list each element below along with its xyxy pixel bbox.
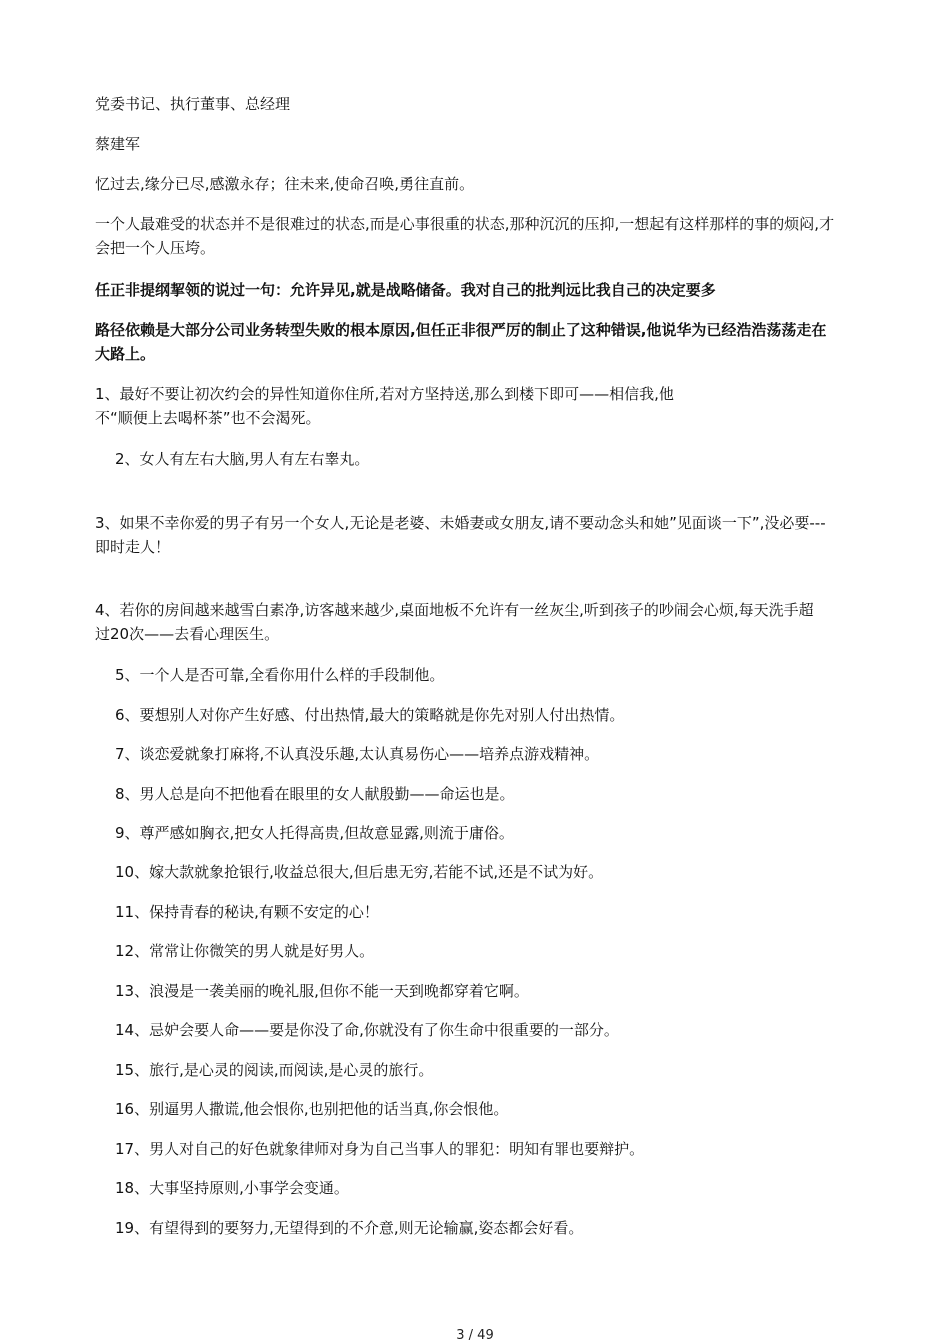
list-item: 12、常常让你微笑的男人就是好男人。 <box>115 942 375 960</box>
list-item: 3、如果不幸你爱的男子有另一个女人,无论是老婆、未婚妻或女朋友,请不要动念头和她”见面谈一下”,没必要---即时走人！ <box>95 514 826 556</box>
list-item: 4、若你的房间越来越雪白素净,访客越来越少,桌面地板不允许有一丝灰尘,听到孩子的吵闹会心烦,每天洗手超过20次——去看心理医生。 <box>95 601 814 643</box>
bold-paragraph: 路径依赖是大部分公司业务转型失败的根本原因,但任正非很严厉的制止了这种错误,他说华为已经浩浩荡荡走在大路上。 <box>95 321 827 363</box>
list-item: 16、别逼男人撒谎,他会恨你,也别把他的话当真,你会恨他。 <box>115 1100 509 1118</box>
list-item: 15、旅行,是心灵的阅读,而阅读,是心灵的旅行。 <box>115 1061 434 1079</box>
list-item: 14、忌妒会要人命——要是你没了命,你就没有了你生命中很重要的一部分。 <box>115 1021 619 1039</box>
list-item: 7、谈恋爱就象打麻将,不认真没乐趣,太认真易伤心——培养点游戏精神。 <box>115 745 600 763</box>
list-item: 10、嫁大款就象抢银行,收益总很大,但后患无穷,若能不试,还是不试为好。 <box>115 863 604 881</box>
paragraph: 忆过去,缘分已尽,感激永存；往未来,使命召唤,勇往直前。 <box>95 175 475 193</box>
list-item: 11、保持青春的秘诀,有颗不安定的心！ <box>115 903 379 921</box>
page-number: 3 / 49 <box>456 1328 494 1343</box>
list-item: 6、要想别人对你产生好感、付出热情,最大的策略就是你先对别人付出热情。 <box>115 706 625 724</box>
list-item: 13、浪漫是一袭美丽的晚礼服,但你不能一天到晚都穿着它啊。 <box>115 982 529 1000</box>
paragraph: 一个人最难受的状态并不是很难过的状态,而是心事很重的状态,那种沉沉的压抑,一想起有这样那样的事的烦闷,才会把一个人压垮。 <box>95 215 835 257</box>
list-item: 5、一个人是否可靠,全看你用什么样的手段制他。 <box>115 666 445 684</box>
list-item: 19、有望得到的要努力,无望得到的不介意,则无论输赢,姿态都会好看。 <box>115 1219 584 1237</box>
list-item: 9、尊严感如胸衣,把女人托得高贵,但故意显露,则流于庸俗。 <box>115 824 514 842</box>
list-item: 8、男人总是向不把他看在眼里的女人献殷勤——命运也是。 <box>115 785 515 803</box>
author-name: 蔡建军 <box>95 135 141 153</box>
list-item: 18、大事坚持原则,小事学会变通。 <box>115 1179 349 1197</box>
list-item: 1、最好不要让初次约会的异性知道你住所,若对方坚持送,那么到楼下即可——相信我,他不“顺便上去喝杯茶”也不会渴死。 <box>95 385 674 427</box>
list-item: 2、女人有左右大脑,男人有左右睾丸。 <box>115 450 370 468</box>
bold-paragraph: 任正非提纲挈领的说过一句：允许异见,就是战略储备。我对自己的批判远比我自己的决定要多 <box>95 281 716 299</box>
author-title: 党委书记、执行董事、总经理 <box>95 95 291 113</box>
list-item: 17、男人对自己的好色就象律师对身为自己当事人的罪犯：明知有罪也要辩护。 <box>115 1140 645 1158</box>
